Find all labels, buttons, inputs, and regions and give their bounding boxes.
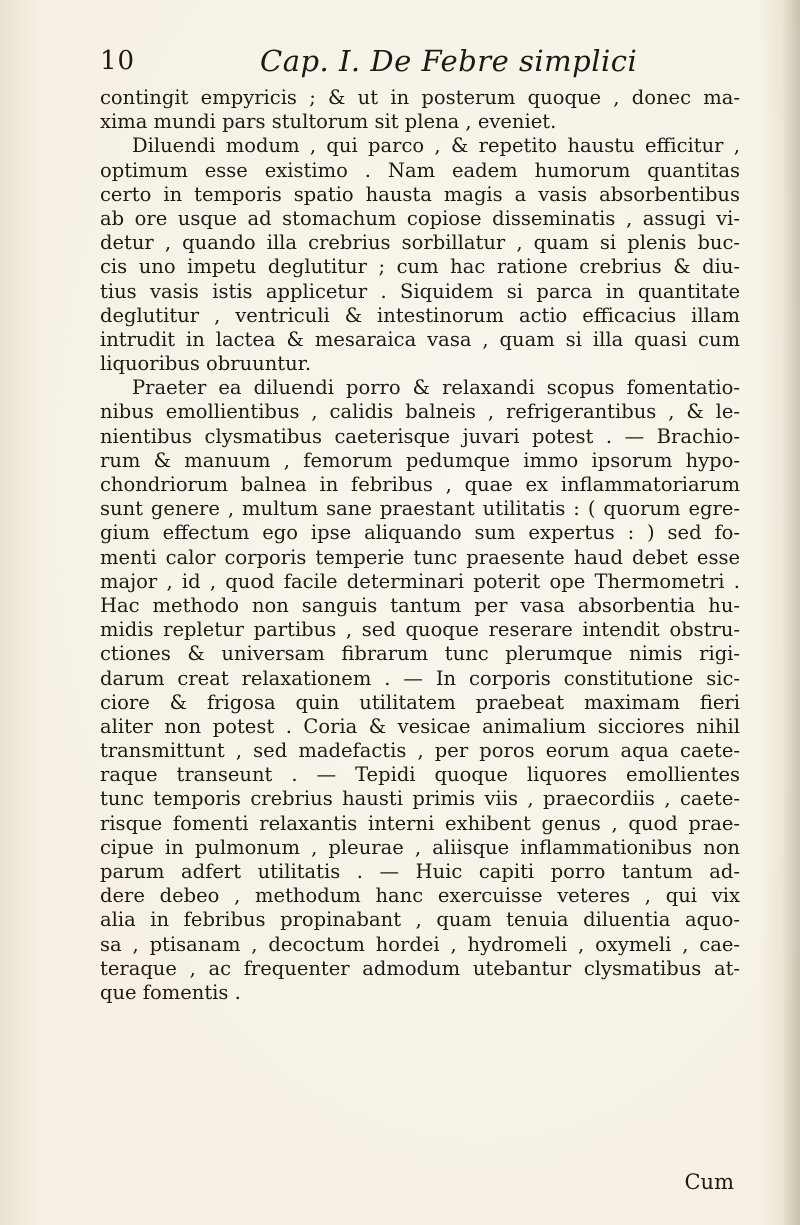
text-line: nientibus clysmatibus caeterisque juvari potest . — Brachio- (100, 424, 740, 448)
text-line: sa , ptisanam , decoctum hordei , hydromeli , oxymeli , cae- (100, 932, 740, 956)
text-line: dere debeo , methodum hanc exercuisse veteres , qui vix (100, 884, 740, 908)
text-line: raque transeunt . — Tepidi quoque liquores emollientes (100, 763, 740, 787)
text-line: ctiones & universam fibrarum tunc plerumque nimis rigi- (100, 642, 740, 666)
text-line: ab ore usque ad stomachum copiose disseminatis , assugi vi- (100, 206, 740, 230)
text-line: aliter non potest . Coria & vesicae animalium sicciores nihil (100, 714, 740, 738)
text-line: certo in temporis spatio hausta magis a vasis absorbentibus (100, 182, 740, 206)
page-number: 10 (100, 46, 136, 76)
page-header (100, 40, 720, 80)
text-line: transmittunt , sed madefactis , per poros eorum aqua caete- (100, 739, 740, 763)
text-line: chondriorum balnea in febribus , quae ex inflammatoriarum (100, 473, 740, 496)
text-line: nibus emollientibus , calidis balneis , refrigerantibus , & le- (100, 400, 740, 424)
catchword-row (100, 1170, 740, 1196)
text-line: Hac methodo non sanguis tantum per vasa absorbentia hu- (100, 593, 740, 617)
text-line: sunt genere , multum sane praestant utilitatis : ( quorum egre- (100, 497, 740, 521)
text-line: que fomentis . (100, 980, 241, 1004)
text-line: alia in febribus propinabant , quam tenuia diluentia aquo- (100, 908, 740, 932)
text-line: liquoribus obruuntur. (100, 352, 312, 376)
text-line: gium effectum ego ipse aliquando sum expertus : ) sed fo- (100, 521, 740, 545)
text-line: tius vasis istis applicetur . Siquidem si parca in quantitate (100, 279, 740, 303)
text-line: contingit empyricis ; & ut in posterum quoque , donec ma- (100, 86, 740, 109)
text-line: Praeter ea diluendi porro & relaxandi scopus fomentatio- (132, 376, 740, 400)
text-line: tunc temporis crebrius hausti primis viis , praecordiis , caete- (100, 787, 740, 811)
running-head: Cap. I. De Febre simplici (260, 44, 638, 78)
text-line: xima mundi pars stultorum sit plena , eveniet. (100, 110, 557, 134)
text-line: midis repletur partibus , sed quoque reserare intendit obstru- (100, 618, 740, 642)
text-line: teraque , ac frequenter admodum utebantur clysmatibus at- (100, 956, 740, 980)
text-line: risque fomenti relaxantis interni exhibent genus , quod prae- (100, 811, 740, 835)
text-line: cipue in pulmonum , pleurae , aliisque inflammationibus non (100, 835, 740, 859)
text-line: deglutitur , ventriculi & intestinorum actio efficacius illam (100, 303, 740, 327)
text-line: menti calor corporis temperie tunc praesente haud debet esse (100, 545, 740, 569)
text-line: cis uno impetu deglutitur ; cum hac ratione crebrius & diu- (100, 255, 740, 279)
body-text (100, 86, 740, 1005)
page-edge-shadow (782, 0, 800, 1225)
text-line: rum & manuum , femorum pedumque immo ipsorum hypo- (100, 448, 740, 472)
text-line: ciore & frigosa quin utilitatem praebeat maximam fieri (100, 690, 740, 714)
text-line: optimum esse existimo . Nam eadem humorum quantitas (100, 158, 740, 182)
text-line: major , id , quod facile determinari poterit ope Thermometri . (100, 569, 740, 593)
catchword: Cum (684, 1170, 734, 1194)
text-line: detur , quando illa crebrius sorbillatur , quam si plenis buc- (100, 231, 740, 255)
text-line: intrudit in lactea & mesaraica vasa , quam si illa quasi cum (100, 327, 740, 351)
text-line: Diluendi modum , qui parco , & repetito haustu efficitur , (132, 134, 740, 158)
text-line: parum adfert utilitatis . — Huic capiti porro tantum ad- (100, 860, 740, 883)
text-line: darum creat relaxationem . — In corporis constitutione sic- (100, 666, 740, 690)
